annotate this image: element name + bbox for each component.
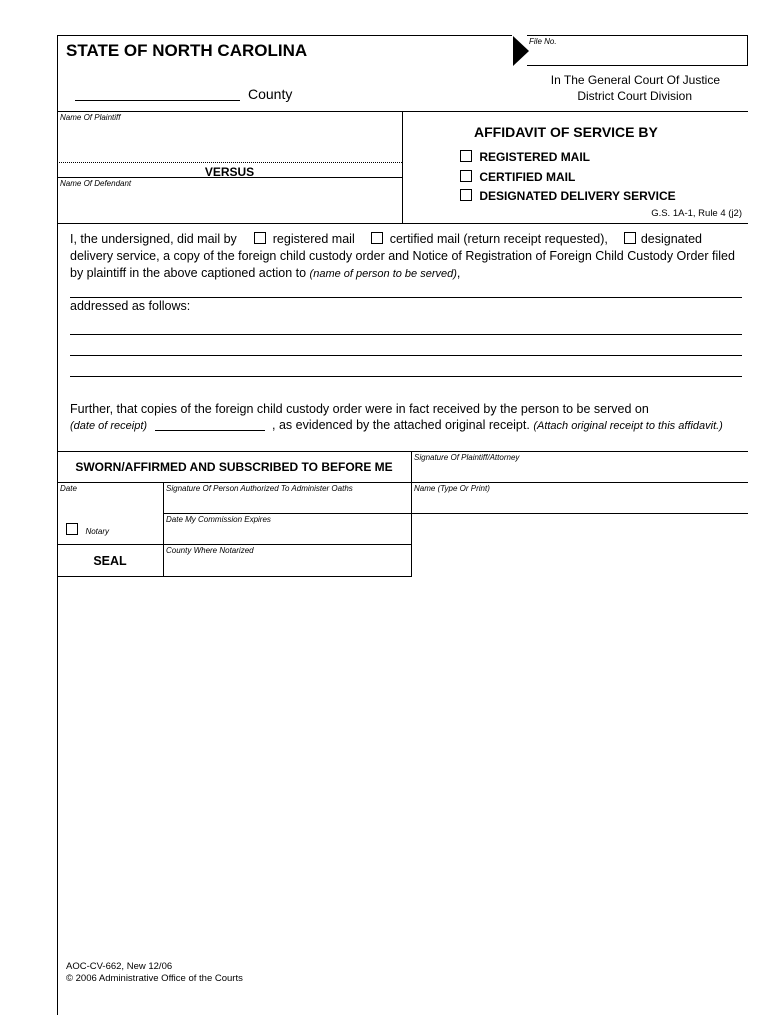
address-field-1[interactable] — [70, 320, 742, 334]
body-certified-label: certified mail (return receipt requested), — [389, 232, 608, 246]
court-line-2: District Court Division — [577, 89, 692, 103]
body-designated-label: designated — [640, 232, 702, 246]
option-designated-delivery[interactable] — [460, 189, 676, 203]
plaintiff-field[interactable] — [62, 124, 396, 160]
commission-expires-label: Date My Commission Expires — [166, 515, 271, 524]
county-notarized-field[interactable] — [168, 557, 408, 573]
option-certified-mail[interactable] — [460, 170, 575, 184]
designated-delivery-label: DESIGNATED DELIVERY SERVICE — [479, 189, 676, 203]
address-field-3[interactable] — [70, 362, 742, 376]
receipt-line-2 — [70, 417, 723, 435]
county-notarized-label: County Where Notarized — [166, 546, 254, 555]
registered-mail-label: REGISTERED MAIL — [479, 150, 591, 164]
file-no-field[interactable] — [530, 48, 742, 63]
body-line-3-end: , — [456, 266, 461, 280]
signature-plaintiff-field[interactable] — [416, 463, 746, 480]
versus-label: VERSUS — [204, 165, 255, 179]
person-served-field[interactable] — [70, 283, 742, 297]
option-registered-mail[interactable] — [460, 150, 590, 164]
certified-mail-checkbox[interactable] — [460, 170, 472, 182]
notary-checkbox[interactable] — [66, 523, 78, 535]
address-field-2[interactable] — [70, 341, 742, 355]
form-number: AOC-CV-662, New 12/06 — [66, 961, 173, 972]
notary-label: Notary — [85, 527, 110, 536]
body-registered-label: registered mail — [272, 232, 355, 246]
commission-expires-field[interactable] — [168, 526, 408, 542]
plaintiff-label: Name Of Plaintiff — [60, 113, 121, 122]
body-line-3-text: by plaintiff in the above captioned action to — [70, 266, 307, 280]
notary-option[interactable] — [66, 521, 109, 539]
addressed-label: addressed as follows: — [70, 299, 191, 313]
registered-mail-checkbox[interactable] — [460, 150, 472, 162]
affidavit-title: AFFIDAVIT OF SERVICE BY — [474, 124, 658, 140]
statute-reference: G.S. 1A-1, Rule 4 (j2) — [651, 208, 742, 219]
receipt-line-1: Further, that copies of the foreign child custody order were in fact received by the person to be served on — [70, 402, 649, 416]
body-line-3 — [70, 265, 460, 283]
seal-label: SEAL — [93, 554, 127, 568]
body-line-1 — [70, 231, 702, 248]
court-line-1: In The General Court Of Justice — [550, 73, 720, 87]
name-print-label: Name (Type Or Print) — [414, 484, 490, 493]
file-no-label: File No. — [529, 37, 557, 46]
defendant-label: Name Of Defendant — [60, 179, 132, 188]
authorized-signature-field[interactable] — [168, 495, 408, 512]
body-designated-checkbox[interactable] — [624, 232, 636, 244]
signature-plaintiff-label: Signature Of Plaintiff/Attorney — [414, 453, 520, 462]
body-line-2: delivery service, a copy of the foreign child custody order and Notice of Registration of Foreign Child Custody Order filed — [70, 249, 735, 263]
date-receipt-label: (date of receipt) — [70, 420, 148, 432]
name-print-field[interactable] — [416, 495, 746, 512]
body-registered-checkbox[interactable] — [254, 232, 266, 244]
date-field[interactable] — [62, 495, 160, 512]
body-intro: I, the undersigned, did mail by — [70, 232, 237, 246]
sworn-title: SWORN/AFFIRMED AND SUBSCRIBED TO BEFORE ME — [75, 460, 393, 474]
authorized-signature-label: Signature Of Person Authorized To Administer Oaths — [166, 484, 353, 493]
person-served-hint: (name of person to be served) — [309, 268, 457, 280]
body-certified-checkbox[interactable] — [371, 232, 383, 244]
state-title: STATE OF NORTH CAROLINA — [66, 41, 308, 60]
designated-delivery-checkbox[interactable] — [460, 189, 472, 201]
county-field[interactable] — [75, 86, 240, 100]
date-receipt-field[interactable] — [155, 419, 265, 431]
receipt-evidence-text: , as evidenced by the attached original receipt. — [272, 418, 530, 432]
defendant-field[interactable] — [62, 190, 396, 220]
attach-receipt-note: (Attach original receipt to this affidavit.) — [533, 420, 723, 432]
county-label: County — [248, 86, 293, 102]
date-label: Date — [60, 484, 77, 493]
certified-mail-label: CERTIFIED MAIL — [479, 170, 576, 184]
copyright: © 2006 Administrative Office of the Courts — [66, 973, 243, 984]
